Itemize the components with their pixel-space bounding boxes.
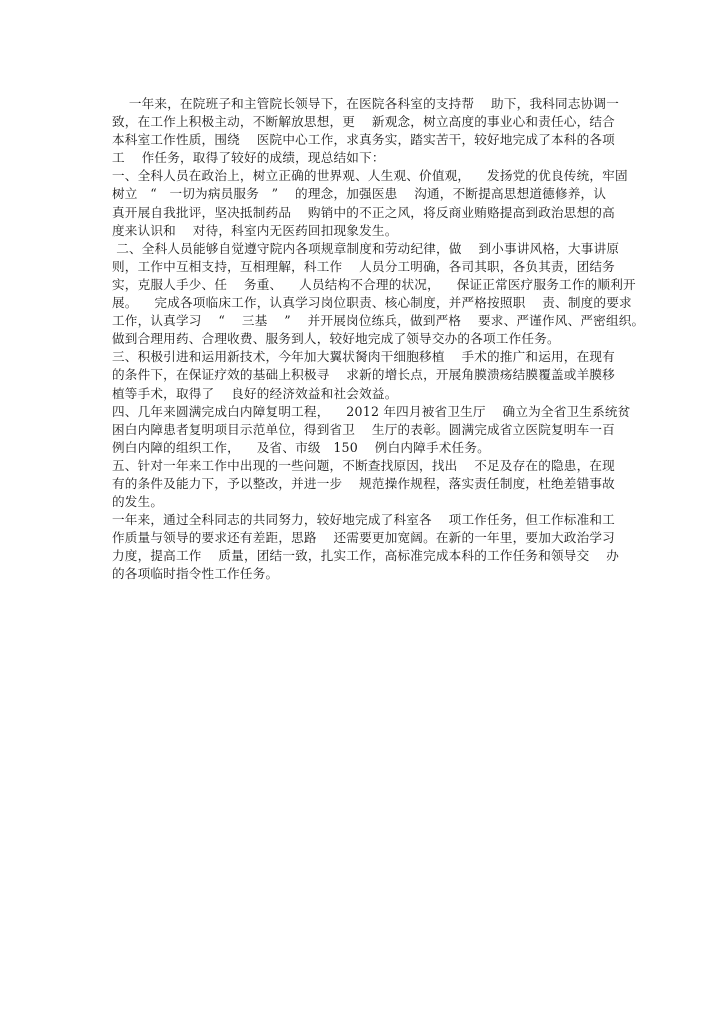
text-line: 作质量与领导的要求还有差距，思路 还需要更加宽阔。在新的一年里，要加大政治学习 bbox=[112, 530, 615, 546]
text-line: 植等手术，取得了 良好的经济效益和社会效益。 bbox=[112, 385, 398, 401]
text-line: 困白内障患者复明项目示范单位，得到省卫 生厅的表彰。圆满完成省立医院复明车一百 bbox=[112, 421, 615, 437]
text-line: 五、针对一年来工作中出现的一些问题，不断查找原因，找出 不足及存在的隐患，在现 bbox=[112, 457, 615, 473]
text-line: 工 作任务，取得了较好的成绩，现总结如下： bbox=[112, 150, 385, 166]
text-line: 做到合理用药、合理收费、服务到人，较好地完成了领导交办的各项工作任务。 bbox=[112, 331, 560, 347]
text-line: 的发生。 bbox=[112, 494, 164, 510]
text-line: 力度，提高工作 质量，团结一致，扎实工作，高标准完成本科的工作任务和领导交 办 bbox=[112, 548, 619, 564]
text-line: 四、几年来圆满完成白内障复明工程， 2012 年四月被省卫生厅 确立为全省卫生系统贫 bbox=[112, 403, 631, 419]
text-line: 致，在工作上积极主动，不断解放思想，更 新观念，树立高度的事业心和责任心，结合 bbox=[112, 114, 615, 130]
text-line: 有的条件及能力下，予以整改，并进一步 规范操作规程，落实责任制度，杜绝差错事故 bbox=[112, 475, 615, 491]
text-line: 度来认识和 对待，科室内无医药回扣现象发生。 bbox=[112, 222, 398, 238]
text-line: 实，克服人手少、任 务重、 人员结构不合理的状况， 保证正常医疗服务工作的顺利开 bbox=[112, 276, 636, 292]
text-line: 例白内障的组织工作， 及省、市级 150 例白内障手术任务。 bbox=[112, 439, 490, 455]
text-line: 一、全科人员在政治上，树立正确的世界观、人生观、价值观， 发扬党的优良传统，牢固 bbox=[112, 168, 628, 184]
text-line: 展。 完成各项临床工作，认真学习岗位职责、核心制度，并严格按照职 责、制度的要求 bbox=[112, 295, 632, 311]
text-line: 一年来，在院班子和主管院长领导下，在医院各科室的支持帮 助下，我科同志协调一 bbox=[112, 96, 619, 111]
text-line: 二、全科人员能够自觉遵守院内各项规章制度和劳动纪律，做 到小事讲风格，大事讲原 bbox=[112, 240, 620, 256]
text-line: 本科室工作性质，围绕 医院中心工作，求真务实，踏实苦干，较好地完成了本科的各项 bbox=[112, 132, 615, 148]
text-line: 工作，认真学习 “ 三基 ” 并开展岗位练兵，做到严格 要求、严谨作风、严密组织。 bbox=[112, 313, 645, 329]
text-line: 的条件下，在保证疗效的基础上积极寻 求新的增长点，开展角膜溃疡结膜覆盖或羊膜移 bbox=[112, 367, 615, 383]
text-line: 的各项临时指令性工作任务。 bbox=[112, 566, 279, 582]
text-line: 树立 “ 一切为病员服务 ” 的理念，加强医患 沟通，不断提高思想道德修养，认 bbox=[112, 186, 607, 202]
text-line: 三、积极引进和运用新技术，今年加大翼状胬肉干细胞移植 手术的推广和运用，在现有 bbox=[112, 349, 615, 365]
text-line: 真开展自我批评，坚决抵制药品 购销中的不正之风，将反商业贿赂提高到政治思想的高 bbox=[112, 204, 615, 220]
text-line: 则，工作中互相支持，互相理解，科工作 人员分工明确，各司其职，各负其责，团结务 bbox=[112, 258, 615, 274]
document-body bbox=[112, 95, 645, 584]
text-line: 一年来，通过全科同志的共同努力，较好地完成了科室各 项工作任务，但工作标准和工 bbox=[112, 512, 615, 528]
